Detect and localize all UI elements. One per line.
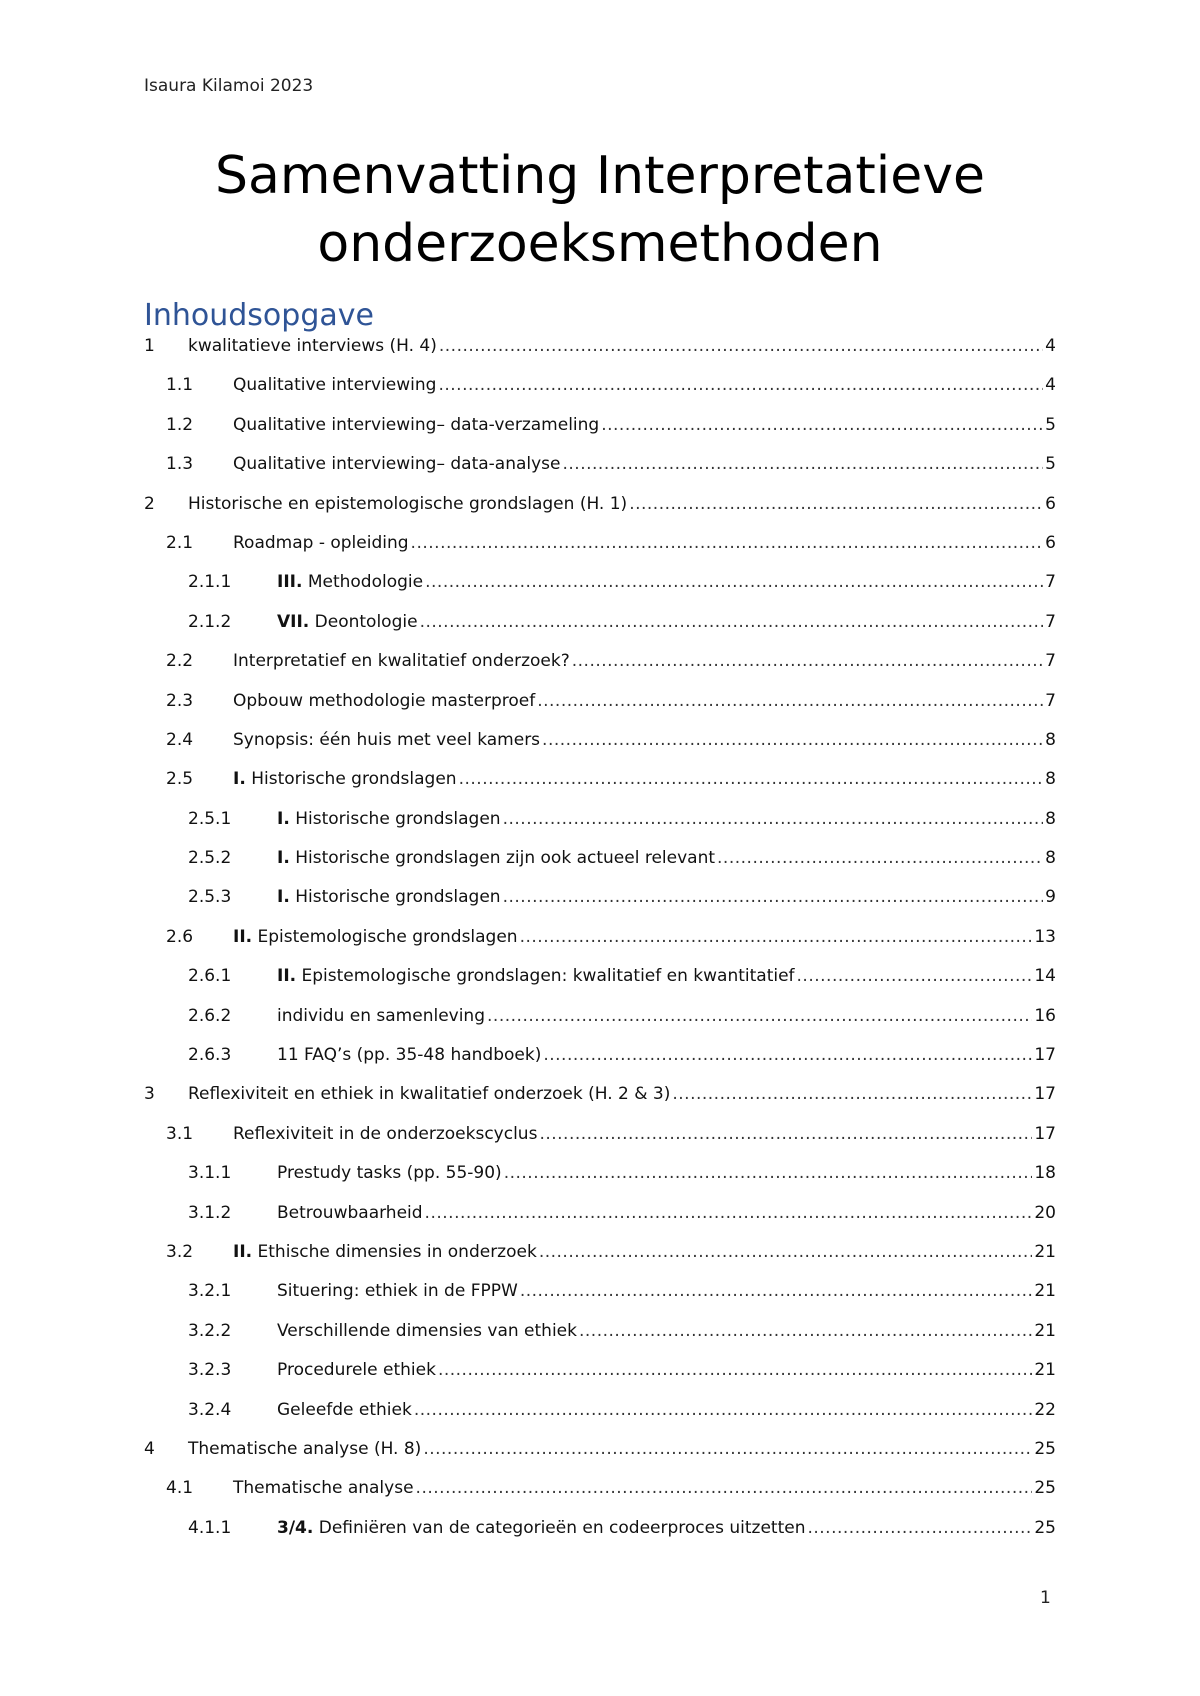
toc-entry-title[interactable] — [233, 375, 436, 395]
toc-dot-leader — [425, 1203, 1033, 1223]
toc-entry-page: 8 — [1045, 808, 1056, 829]
toc-entry[interactable] — [144, 1242, 1056, 1281]
toc-entry-title[interactable] — [277, 612, 418, 632]
toc-entry-number: 2.6.1 — [188, 966, 232, 987]
toc-entry-title-text: Historische grondslagen zijn ook actueel relevant — [289, 848, 716, 869]
toc-entry-title[interactable] — [277, 1321, 577, 1341]
toc-entry[interactable] — [144, 1321, 1056, 1360]
toc-entry-page: 18 — [1034, 1163, 1056, 1184]
toc-heading: Inhoudsopgave — [144, 298, 374, 333]
toc-entry[interactable] — [144, 1360, 1056, 1399]
toc-entry-page: 7 — [1045, 690, 1056, 711]
toc-dot-leader — [439, 336, 1043, 356]
table-of-contents — [144, 336, 1056, 1557]
toc-entry-title-prefix: I. — [233, 769, 246, 790]
toc-entry-page: 21 — [1034, 1281, 1056, 1302]
toc-entry-title-prefix: II. — [277, 966, 297, 987]
toc-entry[interactable] — [144, 494, 1056, 533]
toc-dot-leader — [572, 651, 1043, 671]
toc-entry-number: 3.2.3 — [188, 1360, 232, 1381]
toc-entry-number: 2.1 — [166, 532, 194, 553]
toc-entry-title[interactable] — [233, 927, 518, 947]
toc-entry-title-prefix: I. — [277, 848, 290, 869]
toc-dot-leader — [579, 1321, 1032, 1341]
toc-dot-leader — [503, 809, 1044, 829]
toc-entry[interactable] — [144, 1006, 1056, 1045]
toc-entry[interactable] — [144, 1281, 1056, 1320]
toc-entry-number: 2.6 — [166, 926, 194, 947]
toc-entry-number: 2.5.3 — [188, 887, 232, 908]
toc-entry-title-text: Definiëren van de categorieën en codeerproces uitzetten — [313, 1517, 806, 1538]
toc-dot-leader — [504, 1163, 1033, 1183]
toc-entry-page: 7 — [1045, 611, 1056, 632]
toc-entry-title-prefix: II. — [233, 926, 253, 947]
toc-entry-title[interactable] — [277, 809, 501, 829]
toc-dot-leader — [425, 572, 1043, 592]
toc-dot-leader — [543, 1045, 1032, 1065]
toc-entry-number: 3 — [144, 1084, 155, 1105]
toc-entry-title-text: Thematische analyse (H. 8) — [188, 1438, 422, 1459]
toc-entry-title[interactable] — [233, 730, 540, 750]
toc-entry-title-text: Interpretatief en kwalitatief onderzoek? — [233, 651, 570, 672]
toc-entry-title[interactable] — [277, 887, 501, 907]
toc-entry-title-text: Ethische dimensies in onderzoek — [252, 1241, 537, 1262]
toc-entry[interactable] — [144, 966, 1056, 1005]
toc-entry-title[interactable] — [277, 1203, 423, 1223]
toc-dot-leader — [520, 1281, 1033, 1301]
toc-entry[interactable] — [144, 651, 1056, 690]
toc-entry-number: 1.3 — [166, 454, 194, 475]
toc-dot-leader — [411, 533, 1044, 553]
toc-entry-title[interactable] — [233, 651, 570, 671]
toc-entry-number: 2.5.2 — [188, 848, 232, 869]
toc-entry-title-text: Reflexiviteit in de onderzoekscyclus — [233, 1123, 538, 1144]
toc-entry-title[interactable] — [233, 691, 535, 711]
toc-entry-number: 3.1.2 — [188, 1202, 232, 1223]
toc-dot-leader — [807, 1518, 1032, 1538]
toc-dot-leader — [416, 1478, 1033, 1498]
toc-entry-number: 3.1.1 — [188, 1163, 232, 1184]
toc-dot-leader — [459, 769, 1044, 789]
toc-entry-number: 2.6.3 — [188, 1045, 232, 1066]
toc-entry[interactable] — [144, 1439, 1056, 1478]
toc-dot-leader — [601, 415, 1043, 435]
toc-entry-title-text: Epistemologische grondslagen: kwalitatief en kwantitatief — [296, 966, 795, 987]
toc-entry-page: 16 — [1034, 1005, 1056, 1026]
toc-entry[interactable] — [144, 1124, 1056, 1163]
toc-entry-number: 2.2 — [166, 651, 194, 672]
toc-entry-page: 25 — [1034, 1478, 1056, 1499]
toc-entry-number: 2.1.2 — [188, 611, 232, 632]
toc-entry[interactable] — [144, 769, 1056, 808]
toc-entry[interactable] — [144, 612, 1056, 651]
toc-entry[interactable] — [144, 1400, 1056, 1439]
toc-entry-title-text: Qualitative interviewing — [233, 375, 437, 396]
toc-entry-title[interactable] — [277, 1045, 541, 1065]
toc-entry-title-text: kwalitatieve interviews (H. 4) — [188, 336, 437, 356]
toc-entry-page: 21 — [1034, 1360, 1056, 1381]
toc-entry-page: 22 — [1034, 1399, 1056, 1420]
toc-entry-number: 4 — [144, 1438, 155, 1459]
toc-entry[interactable] — [144, 572, 1056, 611]
toc-entry-title-text: Qualitative interviewing– data-verzameling — [233, 414, 600, 435]
toc-entry[interactable] — [144, 375, 1056, 414]
toc-entry-number: 2.6.2 — [188, 1005, 232, 1026]
toc-entry[interactable] — [144, 1478, 1056, 1517]
toc-entry-page: 9 — [1045, 887, 1056, 908]
toc-entry-page: 20 — [1034, 1202, 1056, 1223]
page-number: 1 — [1040, 1588, 1051, 1608]
toc-entry-title-prefix: 3/4. — [277, 1517, 314, 1538]
toc-entry-number: 3.2.1 — [188, 1281, 232, 1302]
toc-entry-page: 13 — [1034, 926, 1056, 947]
toc-entry-title[interactable] — [277, 848, 715, 868]
toc-entry-title-text: Verschillende dimensies van ethiek — [277, 1320, 577, 1341]
toc-entry[interactable] — [144, 1203, 1056, 1242]
toc-dot-leader — [539, 1242, 1033, 1262]
toc-entry-title-text: Deontologie — [309, 611, 418, 632]
toc-entry-title[interactable] — [277, 1360, 436, 1380]
toc-entry-page: 17 — [1034, 1123, 1056, 1144]
toc-dot-leader — [797, 966, 1033, 986]
toc-entry-title-prefix: II. — [233, 1241, 253, 1262]
toc-entry-title[interactable] — [277, 1518, 805, 1538]
toc-entry-title-text: Situering: ethiek in de FPPW — [277, 1281, 518, 1302]
toc-entry-page: 6 — [1045, 532, 1056, 553]
title-line-1: Samenvatting Interpretatieve — [215, 146, 985, 206]
toc-entry-title[interactable] — [233, 1124, 537, 1144]
toc-entry-title-text: Prestudy tasks (pp. 55-90) — [277, 1163, 502, 1184]
toc-entry-title-text: Synopsis: één huis met veel kamers — [233, 729, 541, 750]
toc-entry-page: 21 — [1034, 1320, 1056, 1341]
toc-entry-page: 8 — [1045, 848, 1056, 869]
page-header: Isaura Kilamoi 2023 — [144, 76, 314, 96]
toc-entry-title[interactable] — [233, 769, 457, 789]
toc-entry-title-text: Historische grondslagen — [289, 887, 501, 908]
toc-entry-number: 4.1.1 — [188, 1517, 232, 1538]
toc-entry-number: 2.3 — [166, 690, 194, 711]
toc-entry-title-text: 11 FAQ’s (pp. 35-48 handboek) — [277, 1045, 542, 1066]
toc-entry[interactable] — [144, 848, 1056, 887]
toc-dot-leader — [542, 730, 1043, 750]
toc-entry-page: 25 — [1034, 1438, 1056, 1459]
toc-dot-leader — [487, 1006, 1032, 1026]
title-line-2: onderzoeksmethoden — [317, 214, 883, 274]
toc-dot-leader — [438, 375, 1043, 395]
toc-entry-title[interactable] — [188, 1439, 421, 1459]
toc-dot-leader — [420, 612, 1044, 632]
toc-dot-leader — [520, 927, 1033, 947]
toc-entry-page: 6 — [1045, 493, 1056, 514]
toc-dot-leader — [563, 454, 1044, 474]
toc-entry-title[interactable] — [188, 1084, 670, 1104]
toc-entry-number: 3.2.4 — [188, 1399, 232, 1420]
toc-entry-page: 7 — [1045, 651, 1056, 672]
toc-entry-page: 14 — [1034, 966, 1056, 987]
toc-entry-page: 17 — [1034, 1084, 1056, 1105]
toc-entry-number: 3.2.2 — [188, 1320, 232, 1341]
toc-entry-page: 5 — [1045, 414, 1056, 435]
toc-entry-title-text: Geleefde ethiek — [277, 1399, 412, 1420]
toc-entry[interactable] — [144, 336, 1056, 375]
toc-entry-title[interactable] — [277, 572, 423, 592]
toc-dot-leader — [537, 691, 1043, 711]
toc-entry-page: 17 — [1034, 1045, 1056, 1066]
toc-dot-leader — [503, 887, 1044, 907]
toc-entry-number: 2.1.1 — [188, 572, 232, 593]
toc-entry-page: 8 — [1045, 729, 1056, 750]
toc-entry-title-text: Procedurele ethiek — [277, 1360, 436, 1381]
toc-dot-leader — [717, 848, 1043, 868]
toc-dot-leader — [672, 1084, 1032, 1104]
toc-entry-title-prefix: III. — [277, 572, 303, 593]
toc-entry-title-text: Historische grondslagen — [289, 808, 501, 829]
toc-entry-title[interactable] — [277, 966, 795, 986]
toc-entry-title-text: Methodologie — [302, 572, 424, 593]
toc-entry-page: 4 — [1045, 336, 1056, 356]
toc-entry-title-text: Reflexiviteit en ethiek in kwalitatief onderzoek (H. 2 & 3) — [188, 1084, 671, 1105]
toc-entry-number: 1.1 — [166, 375, 194, 396]
toc-entry-title-text: individu en samenleving — [277, 1005, 486, 1026]
toc-entry-page: 25 — [1034, 1517, 1056, 1538]
toc-entry-title[interactable] — [233, 415, 599, 435]
toc-entry-title[interactable] — [233, 1242, 537, 1262]
toc-entry-number: 1.2 — [166, 414, 194, 435]
toc-entry-title-text: Roadmap - opleiding — [233, 532, 409, 553]
toc-entry-title-text: Betrouwbaarheid — [277, 1202, 423, 1223]
toc-entry-number: 1 — [144, 336, 155, 356]
toc-entry-title[interactable] — [277, 1163, 502, 1183]
toc-entry-title[interactable] — [233, 454, 561, 474]
toc-entry[interactable] — [144, 691, 1056, 730]
toc-entry[interactable] — [144, 809, 1056, 848]
toc-entry-title[interactable] — [277, 1006, 485, 1026]
toc-entry[interactable] — [144, 415, 1056, 454]
toc-entry[interactable] — [144, 1163, 1056, 1202]
toc-entry-title-prefix: I. — [277, 887, 290, 908]
toc-entry-title[interactable] — [233, 1478, 414, 1498]
toc-entry-title-text: Historische grondslagen — [245, 769, 457, 790]
toc-entry-title[interactable] — [233, 533, 409, 553]
toc-entry-number: 3.1 — [166, 1123, 194, 1144]
toc-entry[interactable] — [144, 454, 1056, 493]
toc-dot-leader — [423, 1439, 1032, 1459]
toc-entry-number: 2.5.1 — [188, 808, 232, 829]
toc-entry-title-prefix: I. — [277, 808, 290, 829]
toc-entry-title-prefix: VII. — [277, 611, 310, 632]
toc-entry-page: 5 — [1045, 454, 1056, 475]
toc-entry-title[interactable] — [277, 1400, 412, 1420]
toc-entry-title-text: Qualitative interviewing– data-analyse — [233, 454, 561, 475]
toc-entry-number: 2 — [144, 493, 155, 514]
toc-entry-page: 21 — [1034, 1241, 1056, 1262]
toc-dot-leader — [629, 494, 1043, 514]
toc-entry-number: 4.1 — [166, 1478, 194, 1499]
toc-entry[interactable] — [144, 1518, 1056, 1557]
toc-entry[interactable] — [144, 927, 1056, 966]
toc-entry-number: 3.2 — [166, 1241, 194, 1262]
toc-entry-page: 8 — [1045, 769, 1056, 790]
toc-entry-number: 2.4 — [166, 729, 194, 750]
toc-entry-page: 4 — [1045, 375, 1056, 396]
toc-entry-title-text: Historische en epistemologische grondslagen (H. 1) — [188, 493, 628, 514]
document-title — [0, 142, 1200, 278]
toc-entry-number: 2.5 — [166, 769, 194, 790]
toc-entry[interactable] — [144, 1045, 1056, 1084]
toc-entry-title[interactable] — [277, 1281, 518, 1301]
toc-entry-title-text: Epistemologische grondslagen — [252, 926, 518, 947]
toc-entry[interactable] — [144, 1084, 1056, 1123]
toc-entry[interactable] — [144, 887, 1056, 926]
toc-dot-leader — [414, 1400, 1033, 1420]
toc-entry-title[interactable] — [188, 494, 627, 514]
toc-entry[interactable] — [144, 533, 1056, 572]
toc-entry-title[interactable] — [188, 336, 437, 356]
toc-entry[interactable] — [144, 730, 1056, 769]
toc-entry-title-text: Opbouw methodologie masterproef — [233, 690, 536, 711]
toc-dot-leader — [438, 1360, 1032, 1380]
toc-entry-page: 7 — [1045, 572, 1056, 593]
toc-entry-title-text: Thematische analyse — [233, 1478, 414, 1499]
toc-dot-leader — [539, 1124, 1032, 1144]
